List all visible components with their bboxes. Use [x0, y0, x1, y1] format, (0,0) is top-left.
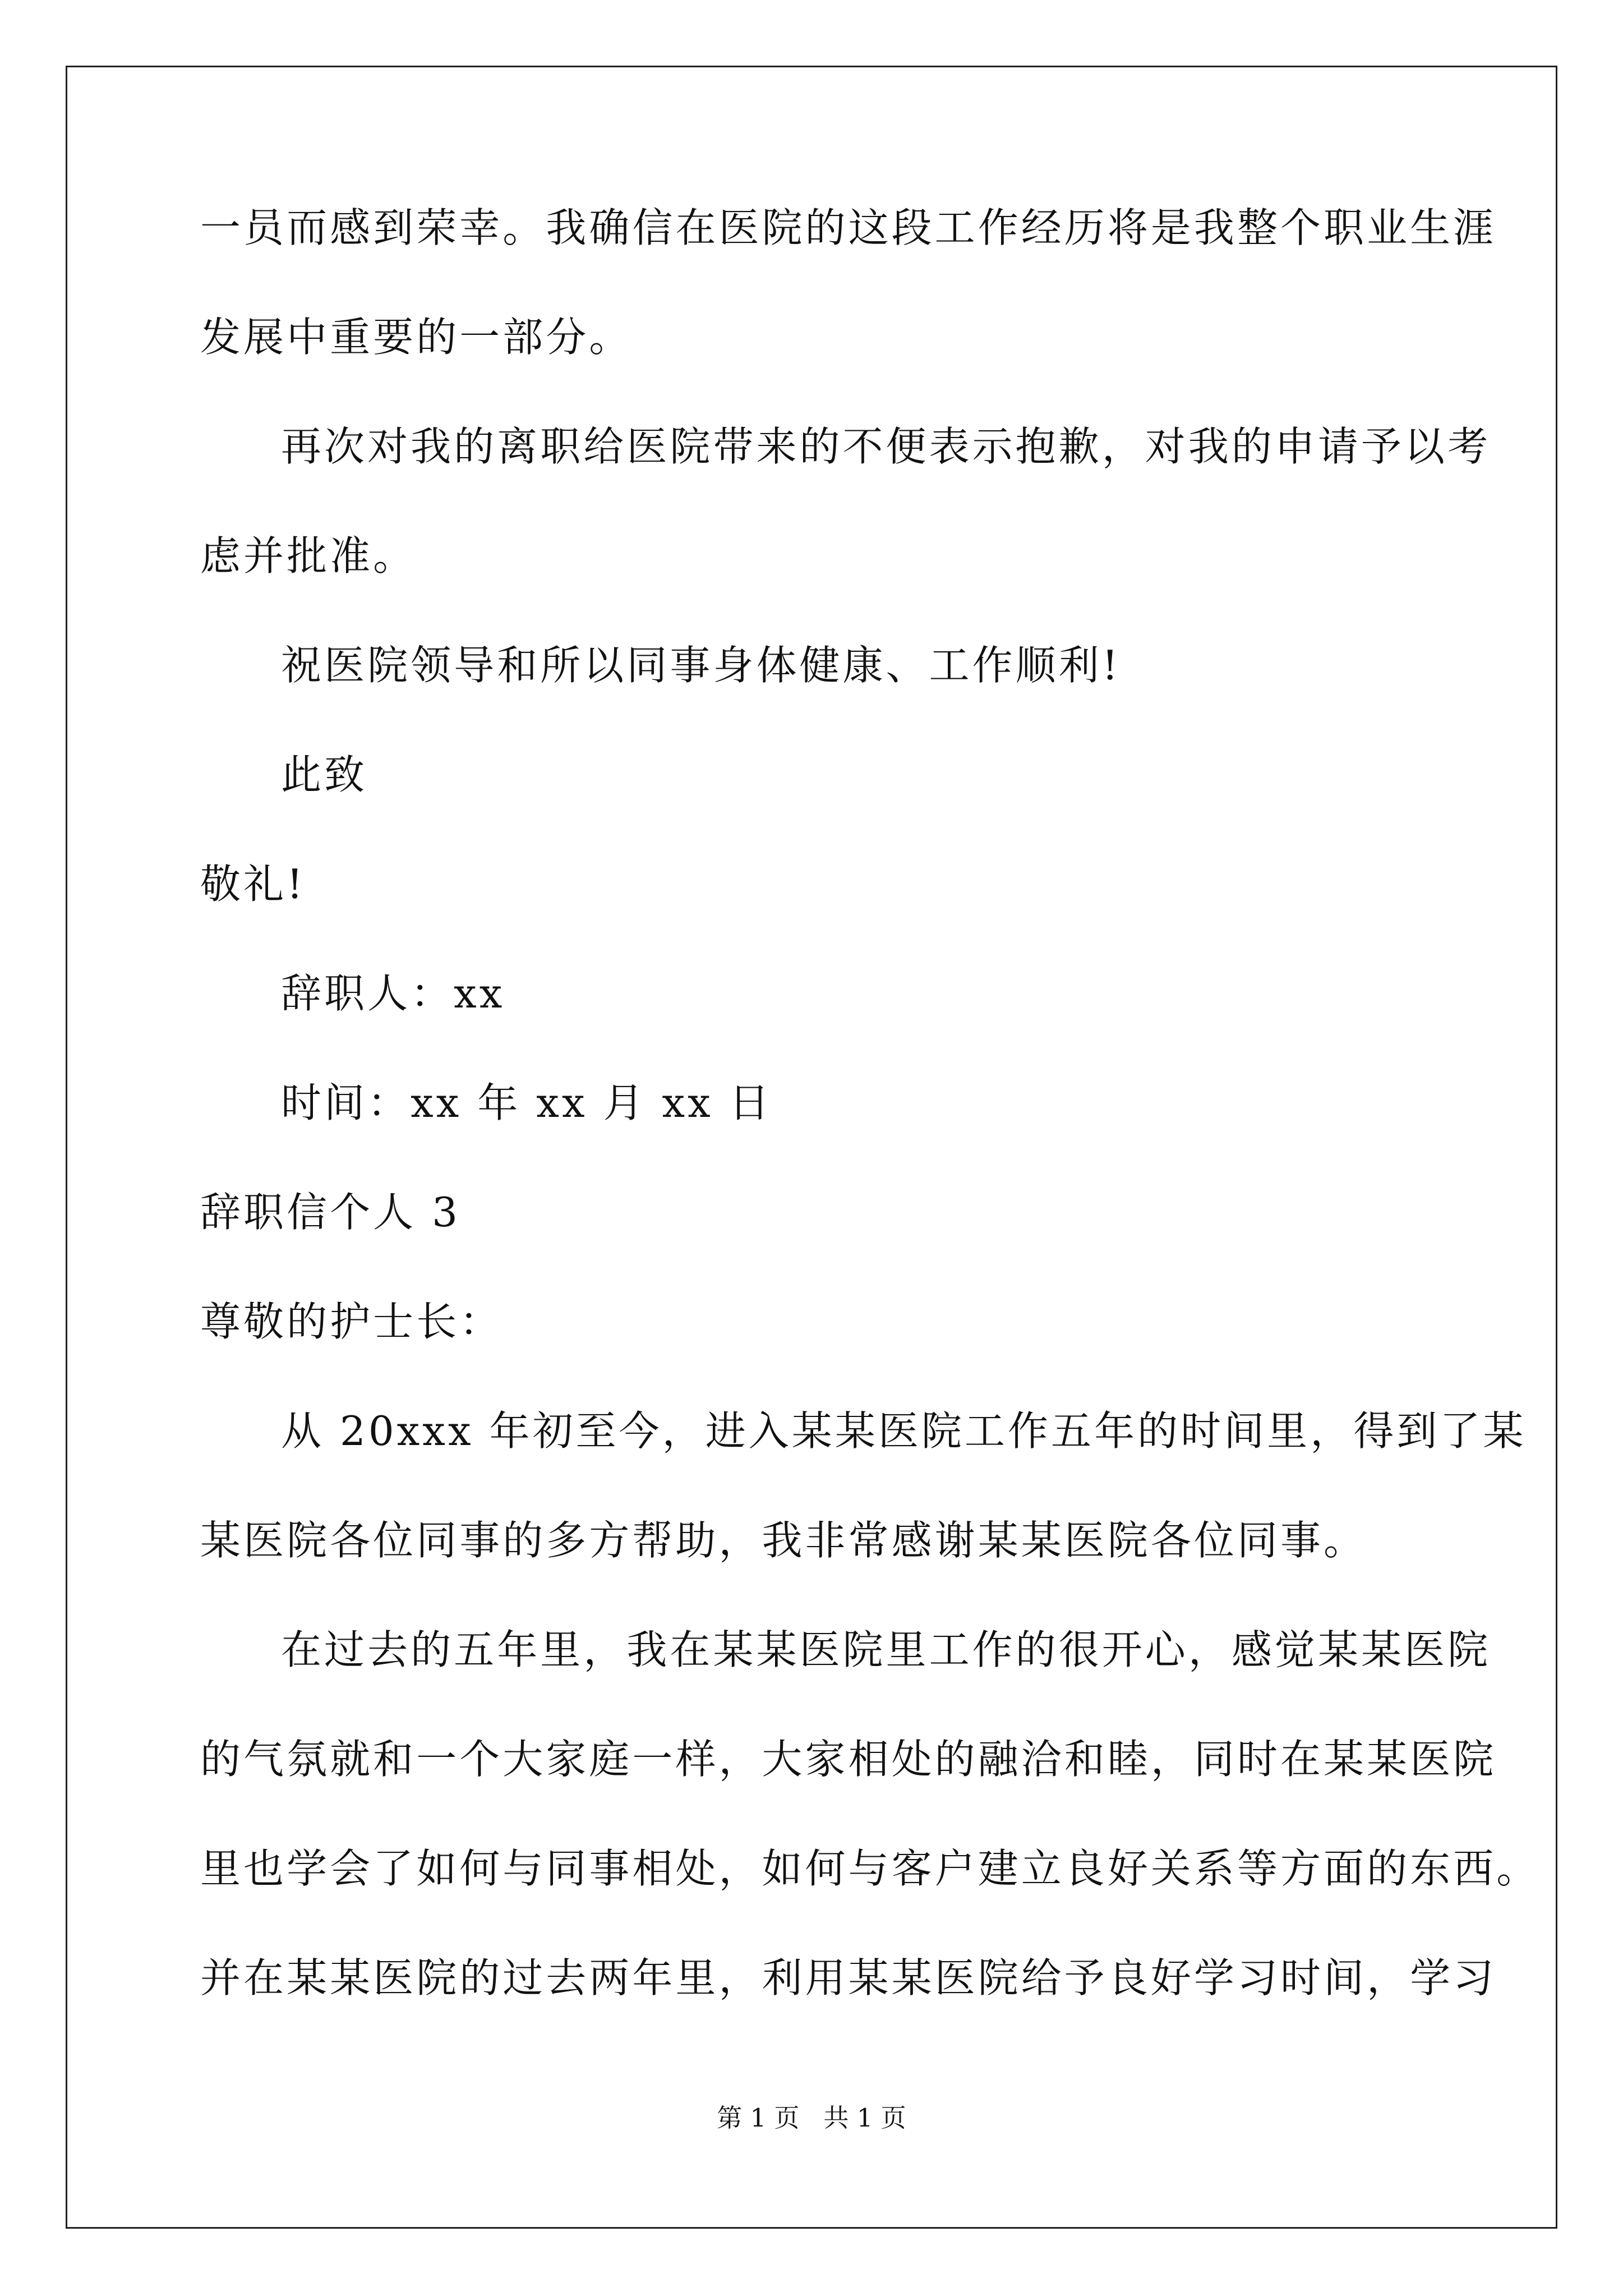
closing-salutation: 此致 [281, 751, 368, 798]
paragraph-line: 里也学会了如何与同事相处，如何与客户建立良好关系等方面的东西。 [200, 1845, 1540, 1892]
paragraph-line: 在过去的五年里，我在某某医院里工作的很开心，感觉某某医院 [281, 1626, 1491, 1673]
paragraph-line: 祝医院领导和所以同事身体健康、工作顺利! [281, 642, 1121, 689]
signature-name: 辞职人：xx [281, 970, 505, 1017]
page-footer: 第 1 页 共 1 页 [717, 2103, 906, 2133]
paragraph-line: 从 20xxx 年初至今，进入某某医院工作五年的时间里，得到了某 [281, 1407, 1527, 1455]
paragraph-line: 再次对我的离职给医院带来的不便表示抱歉，对我的申请予以考 [281, 423, 1491, 470]
paragraph-line: 虑并批准。 [200, 532, 417, 579]
document-body [200, 204, 1540, 2001]
closing-regards: 敬礼! [200, 861, 306, 908]
letter-greeting: 尊敬的护士长： [200, 1298, 503, 1345]
paragraph-line: 发展中重要的一部分。 [200, 314, 633, 361]
paragraph-line: 的气氛就和一个大家庭一样，大家相处的融洽和睦，同时在某某医院 [200, 1736, 1497, 1783]
paragraph-line: 一员而感到荣幸。我确信在医院的这段工作经历将是我整个职业生涯 [200, 204, 1497, 251]
signature-date: 时间：xx 年 xx 月 xx 日 [281, 1079, 772, 1126]
section-heading: 辞职信个人 3 [200, 1189, 460, 1236]
paragraph-line: 某医院各位同事的多方帮助，我非常感谢某某医院各位同事。 [200, 1517, 1367, 1564]
paragraph-line: 并在某某医院的过去两年里，利用某某医院给予良好学习时间，学习 [200, 1954, 1497, 2001]
